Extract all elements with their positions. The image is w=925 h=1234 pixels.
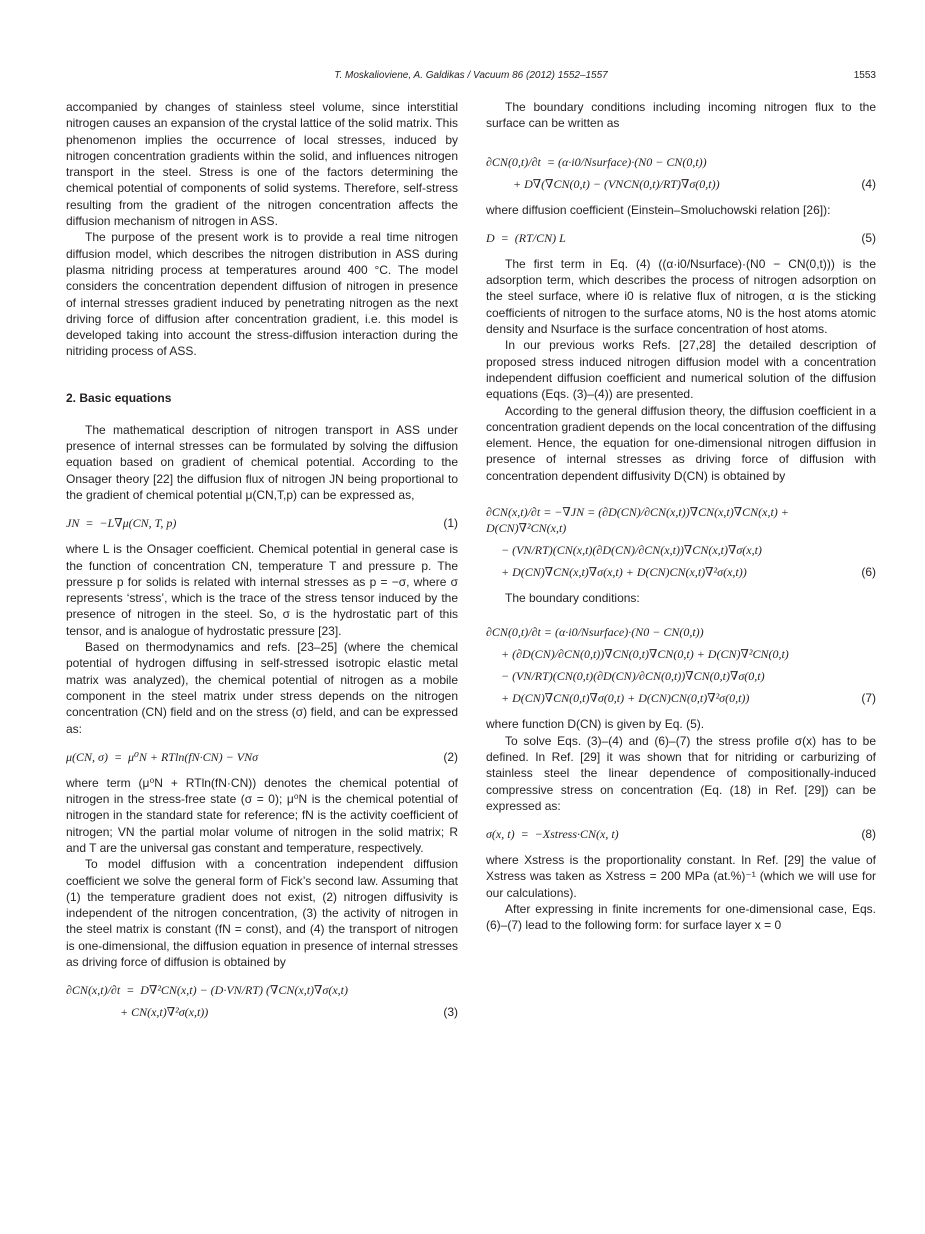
equation-8 xyxy=(486,826,876,842)
equation-1 xyxy=(66,515,458,531)
equation-line: σ(x, t) = −Xstress·CN(x, t) xyxy=(486,827,619,842)
paragraph: To solve Eqs. (3)–(4) and (6)–(7) the stress profile σ(x) has to be defined. In Ref. [29] it was shown that for nitriding or carburizing of stainless steel the linear dependence of compositionally-induced compressive stress on concentration (Eq. (18) in Ref. [29]) can be expressed as: xyxy=(486,733,876,813)
equation-line: + (∂D(CN)/∂CN(0,t))∇CN(0,t)∇CN(0,t) + D(CN)∇²CN(0,t) xyxy=(486,647,789,662)
section-heading: 2. Basic equations xyxy=(66,390,172,405)
paragraph: where function D(CN) is given by Eq. (5). xyxy=(486,717,705,732)
equation-number: (7) xyxy=(861,691,876,706)
running-header xyxy=(66,70,876,84)
equation-line: − (VN/RT)(CN(x,t)(∂D(CN)/∂CN(x,t))∇CN(x,t)∇σ(x,t) xyxy=(486,543,762,558)
equation-7 xyxy=(486,624,876,706)
paragraph: where diffusion coefficient (Einstein–Smoluchowski relation [26]): xyxy=(486,202,831,217)
paragraph: According to the general diffusion theory, the diffusion coefficient in a concentration gradient depends on the local concentration of the diffusing element. Hence, the equation for one-dimensional nitrogen diffusion in presence of internal stresses as driving force of diffusion with concentration dependent diffusivity D(CN) is obtained by xyxy=(486,403,876,483)
equation-line: + D∇(∇CN(0,t) − (VNCN(0,t)/RT)∇σ(0,t)) xyxy=(486,176,720,191)
page-number: 1553 xyxy=(853,70,876,81)
paragraph: accompanied by changes of stainless steel volume, since interstitial nitrogen causes an expansion of the crystal lattice of the solid matrix. This phenomenon implies the occurrence of local stresses, induced by nitrogen concentration gradients within the solid, and influences nitrogen transport in the steel. Stress is one of the factors determining the chemical potential of components of solid systems. Therefore, self-stress resulting from the gradient of the nitrogen concentration affects the diffusion mechanism of nitrogen in ASS. xyxy=(66,100,458,229)
equation-3 xyxy=(66,982,458,1020)
paragraph: where L is the Onsager coefficient. Chemical potential in general case is the function of concentration CN, temperature T and pressure p. The pressure p for solids is related with internal stresses as p = −σ, where σ represents ‘stress’, which is the trace of the stress tensor induced by the presence of nitrogen in the steel. So, σ is the hydrostatic part of this tensor, and is analogue of hydrostatic pressure [23]. xyxy=(66,542,458,638)
paragraph: where Xstress is the proportionality constant. In Ref. [29] the value of Xstress was taken as Xstress = 200 MPa (at.%)⁻¹ (which we will use for our calculations). xyxy=(486,853,876,900)
equation-line: ∂CN(0,t)/∂t = (α·i0/Nsurface)·(N0 − CN(0,t)) xyxy=(486,154,707,169)
equation-5 xyxy=(486,230,876,246)
equation-line: − (VN/RT)(CN(0,t)(∂D(CN)/∂CN(0,t))∇CN(0,t)∇σ(0,t) xyxy=(486,669,765,684)
left-column xyxy=(66,99,458,1030)
paragraph: Based on thermodynamics and refs. [23–25] (where the chemical potential of hydrogen diffusing in self-stressed isotropic elastic metal matrix was analyzed), the chemical potential of nitrogen as a mobile component in the steel matrix under stress depends on the nitrogen concentration (CN) field and on the stress (σ) field, and can be expressed as: xyxy=(66,640,458,736)
equation-line: μ(CN, σ) = μ⁰N + RTln(fN·CN) − VNσ xyxy=(66,749,258,764)
equation-number: (3) xyxy=(443,1005,458,1020)
equation-number: (6) xyxy=(861,565,876,580)
equation-line: ∂CN(x,t)/∂t = −∇JN = (∂D(CN)/∂CN(x,t))∇CN(x,t)∇CN(x,t) + D(CN)∇²CN(x,t) xyxy=(486,505,792,536)
equation-line: ∂CN(x,t)/∂t = D∇²CN(x,t) − (D·VN/RT) (∇CN(x,t)∇σ(x,t) xyxy=(66,983,348,998)
paragraph: To model diffusion with a concentration independent diffusion coefficient we solve the general form of Fick’s second law. Assuming that (1) the temperature gradient does not exist, (2) nitrogen diffusivity is independent of the nitrogen concentration, (3) the activity of nitrogen in the steel matrix is constant (fN = const), and (4) the transport of nitrogen is one-dimensional, the diffusion equation in presence of internal stresses as driving force of diffusion is obtained by xyxy=(66,857,458,970)
paragraph: The mathematical description of nitrogen transport in ASS under presence of internal stresses can be formulated by solving the diffusion equation based on gradient of chemical potential. According to the Onsager theory [22] the diffusion flux of nitrogen JN being proportional to the gradient of chemical potential μ(CN,T,p) can be expressed as, xyxy=(66,422,458,502)
equation-number: (8) xyxy=(861,827,876,842)
paragraph: where term (μ⁰N + RTln(fN·CN)) denotes the chemical potential of nitrogen in the stress-free state (σ = 0); μ⁰N is the chemical potential of nitrogen in the standard state for reference; fN is the activity coefficient of nitrogen; VN the partial molar volume of nitrogen in the solid matrix; R and T are the universal gas constant and temperature, respectively. xyxy=(66,775,458,855)
equation-number: (2) xyxy=(443,749,458,764)
equation-line: D = (RT/CN) L xyxy=(486,230,566,245)
equation-6 xyxy=(486,504,876,580)
equation-4 xyxy=(486,154,876,192)
paragraph: In our previous works Refs. [27,28] the detailed description of proposed stress induced nitrogen diffusion model with a concentration independent diffusion coefficient and numerical solution of the diffusion equations (Eqs. (3)–(4)) are presented. xyxy=(486,338,876,402)
equation-line: JN = −L∇μ(CN, T, p) xyxy=(66,516,177,531)
right-column xyxy=(486,99,876,934)
equation-2 xyxy=(66,749,458,765)
paragraph: The purpose of the present work is to provide a real time nitrogen diffusion model, which describes the nitrogen distribution in ASS during plasma nitriding process at temperatures around 400 °C. The model considers the concentration dependent diffusion of nitrogen in presence of internal stresses gradient induced by penetrating nitrogen as the next driving force of diffusion after concentration gradient, i.e. this model is developed taking into account the stress-diffusion interaction during the nitriding process of ASS. xyxy=(66,230,458,359)
header-citation: T. Moskalioviene, A. Galdikas / Vacuum 86 (2012) 1552–1557 xyxy=(334,70,608,81)
equation-number: (4) xyxy=(861,176,876,191)
paragraph: The boundary conditions including incoming nitrogen flux to the surface can be written as xyxy=(486,100,876,131)
equation-line: + CN(x,t)∇²σ(x,t)) xyxy=(66,1005,209,1020)
equation-line: ∂CN(0,t)/∂t = (α·i0/Nsurface)·(N0 − CN(0,t)) xyxy=(486,625,704,640)
paragraph: After expressing in finite increments for one-dimensional case, Eqs. (6)–(7) lead to the following form: for surface layer x = 0 xyxy=(486,902,876,933)
equation-line: + D(CN)∇CN(0,t)∇σ(0,t) + D(CN)CN(0,t)∇²σ(0,t)) xyxy=(486,691,750,706)
equation-number: (1) xyxy=(443,516,458,531)
equation-number: (5) xyxy=(861,230,876,245)
paragraph: The boundary conditions: xyxy=(505,591,640,606)
equation-line: + D(CN)∇CN(x,t)∇σ(x,t) + D(CN)CN(x,t)∇²σ(x,t)) xyxy=(486,565,747,580)
paragraph: The first term in Eq. (4) ((α·i0/Nsurface)·(N0 − CN(0,t))) is the adsorption term, which describes the process of nitrogen adsorption on the steel surface, where i0 is relative flux of nitrogen, α is the sticking coefficients of nitrogen to the surface atoms, N0 is the host atoms atomic density and Nsurface is the surface concentration of host atoms. xyxy=(486,256,876,337)
